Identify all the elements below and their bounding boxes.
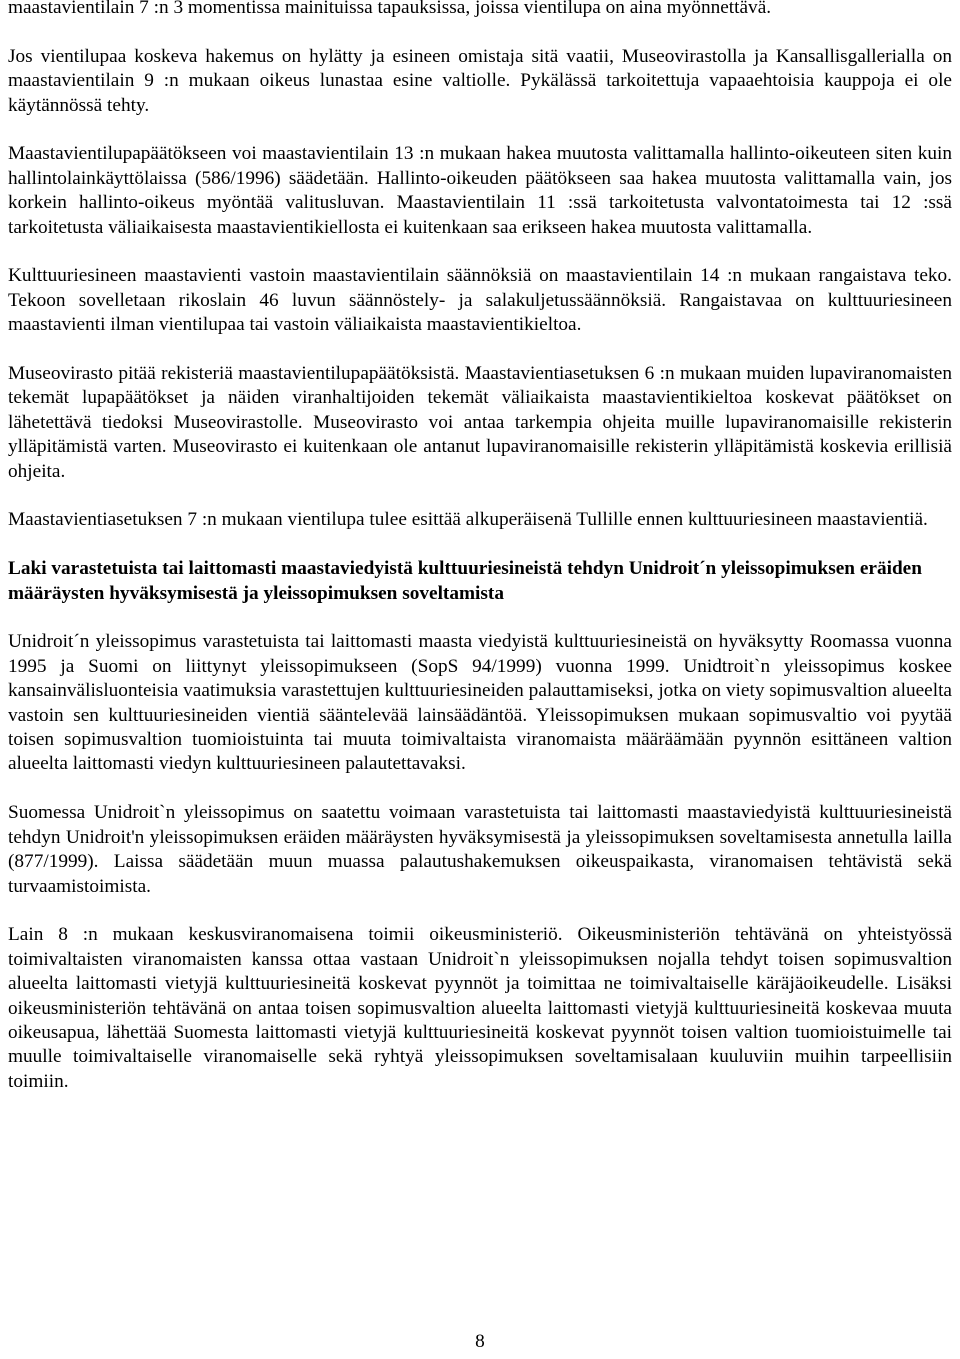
paragraph-unidroit-finland: Suomessa Unidroit`n yleissopimus on saatettu voimaan varastetuista tai laittomasti maastaviedyistä kulttuuriesineistä tehdyn Unidroit'n yleissopimuksen eräiden määräysten hyväksymisestä ja yleissopimuksen soveltamisesta annetulla lailla (877/1999). Laissa säädetään muun muassa palautushakemuksen oikeuspaikasta, viranomaisen tehtävistä sekä turvaamistoimista. (8, 802, 952, 897)
paragraph-customs: Maastavientiasetuksen 7 :n mukaan vientilupa tulee esittää alkuperäisenä Tullille ennen kulttuuriesineen maastavientiä. (8, 509, 928, 531)
section-heading: Laki varastetuista tai laittomasti maastaviedyistä kulttuuriesineistä tehdyn Unidroit´n yleissopimuksen eräiden määräysten hyväksymisestä ja yleissopimuksen soveltamista (8, 558, 922, 604)
paragraph-penalties: Kulttuuriesineen maastavienti vastoin maastavientilain säännöksiä on maastavientilain 14 :n mukaan rangaistava teko. Tekoon sovelletaan rikoslain 46 luvun säännöstely- ja salakuljetussäännöksiä. Rangaistavaa on kulttuuriesineen maastavienti ilman vientilupaa tai vastoin väliaikaista maastavientikieltoa. (8, 265, 952, 336)
paragraph-central-authority: Lain 8 :n mukaan keskusviranomaisena toimii oikeusministeriö. Oikeusministeriön tehtävänä on yhteistyössä toimivaltaisten viranomaisten kanssa ottaa vastaan Unidroit`n yleissopimuksen nojalla tehdyt toisen sopimusvaltion alueelta laittomasti vietyjä kulttuuriesineitä koskevat pyynnöt ja toimittaa ne toimivaltaiselle käräjäoikeudelle. Lisäksi oikeusministeriön tehtävänä on antaa toisen sopimusvaltion alueelta laittomasti vietyjä kulttuuriesineitä koskevaa muuta oikeusapua, lähettää Suomesta laittomasti vietyjä kulttuuriesineitä koskevat pyynnöt toisen valtion tuomioistuimelle tai muulle toimivaltaiselle viranomaiselle sekä ryhtyä yleissopimuksen soveltamisalaan kuuluviin muihin tarpeellisiin toimiin. (8, 924, 952, 1092)
page-number: 8 (475, 1331, 485, 1352)
paragraph-appeal: Maastavientilupapäätökseen voi maastavientilain 13 :n mukaan hakea muutosta valittamalla hallinto-oikeuteen siten kuin hallintolainkäyttölaissa (586/1996) säädetään. Hallinto-oikeuden päätökseen saa hakea muutosta valittamalla vain, jos korkein hallinto-oikeus myöntää valitusluvan. Maastavientilain 11 :ssä tarkoitetusta valvontatoimesta tai 12 :ssä tarkoitetusta väliaikaisesta maastavientikiellosta ei kuitenkaan saa erikseen hakea muutosta valittamalla. (8, 143, 952, 238)
paragraph-export-permit-cases: maastavientilain 7 :n 3 momentissa mainituissa tapauksissa, joissa vientilupa on aina myönnettävä. (8, 0, 772, 18)
document-page (8, 0, 952, 1119)
paragraph-redemption-right: Jos vientilupaa koskeva hakemus on hylätty ja esineen omistaja sitä vaatii, Museovirastolla ja Kansallisgallerialla on maastavientilain 9 :n mukaan oikeus lunastaa esine valtiolle. Pykälässä tarkoitettuja vapaaehtoisia kauppoja ei ole käytännössä tehty. (8, 45, 952, 116)
paragraph-unidroit-convention: Unidroit´n yleissopimus varastetuista tai laittomasti maasta viedyistä kulttuuriesineistä on hyväksytty Roomassa vuonna 1995 ja Suomi on liittynyt yleissopimukseen (SopS 94/1999) vuonna 1999. Unidtroit`n yleissopimus koskee kansainvälisluonteisia vaatimuksia varastettujen kulttuuriesineiden palauttamiseksi, jotka on viety sopimusvaltion alueelta vastoin sen kulttuuriesineiden vientiä sääntelevää lainsäädäntöä. Yleissopimuksen mukaan sopimusvaltio voi pyytää toisen sopimusvaltion tuomioistuinta tai muuta toimivaltaista viranomaista määräämään pyynnön esittäneen valtion alueelta laittomasti viedyn kulttuuriesineen palautettavaksi. (8, 631, 952, 775)
paragraph-register: Museovirasto pitää rekisteriä maastavientilupapäätöksistä. Maastavientiasetuksen 6 :n mukaan muiden lupaviranomaisten tekemät lupapäätökset ja näiden viranhaltijoiden tekemät väliaikaista maastavientikieltoa koskevat päätökset on lähetettävä tiedoksi Museovirastolle. Museovirasto voi antaa tarkempia ohjeita muille lupaviranomaisille rekisterin ylläpitämistä varten. Museovirasto ei kuitenkaan ole antanut lupaviranomaisille rekisterin ylläpitämistä koskevia erillisiä ohjeita. (8, 363, 952, 482)
